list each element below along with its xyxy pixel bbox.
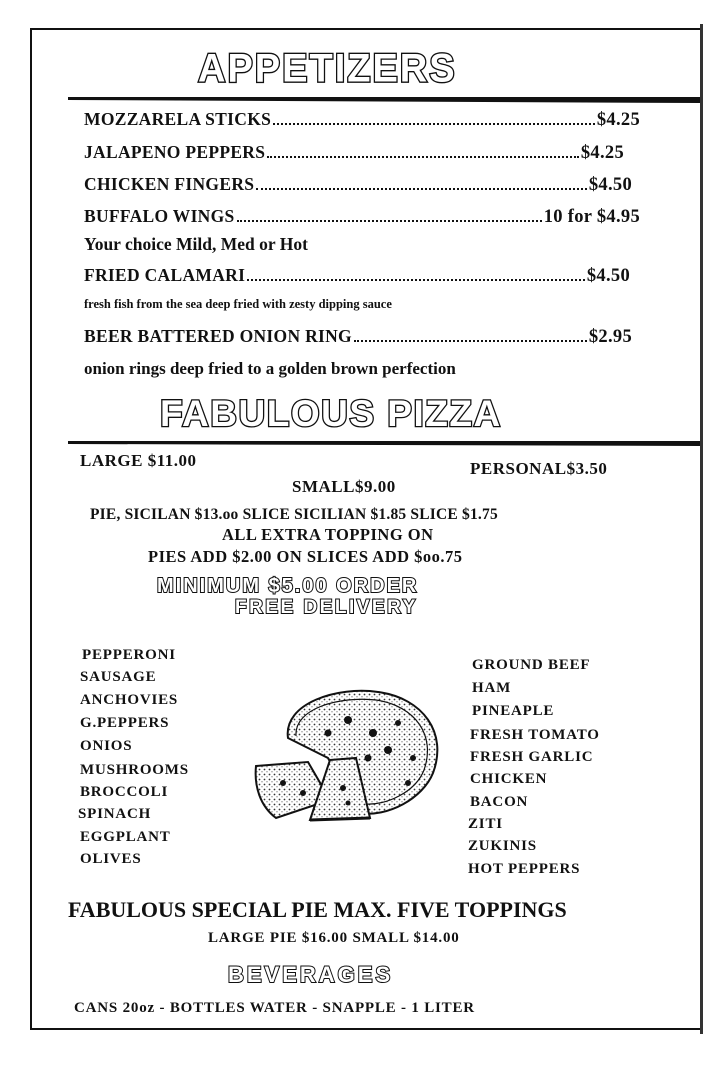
item-price: $4.25 bbox=[580, 143, 624, 163]
topping-right: ZUKINIS bbox=[468, 838, 537, 854]
pizza-heading: FABULOUS PIZZA bbox=[160, 393, 502, 434]
special-pie-prices: LARGE PIE $16.00 SMALL $14.00 bbox=[208, 930, 460, 946]
item-name: JALAPENO PEPPERS bbox=[84, 142, 266, 162]
item-price: $4.25 bbox=[596, 110, 640, 130]
topping-right: HOT PEPPERS bbox=[468, 861, 581, 877]
small-price: SMALL$9.00 bbox=[292, 477, 396, 496]
menu-item bbox=[84, 326, 632, 348]
topping-left: EGGPLANT bbox=[80, 829, 171, 845]
beverages-heading: BEVERAGES bbox=[228, 962, 394, 987]
topping-left: ANCHOVIES bbox=[80, 692, 179, 708]
item-name: MOZZARELA STICKS bbox=[84, 109, 272, 129]
dot-leader bbox=[267, 156, 579, 158]
dot-leader bbox=[256, 188, 587, 190]
item-name: CHICKEN FINGERS bbox=[84, 174, 255, 194]
item-price: $4.50 bbox=[586, 266, 630, 286]
beverages-list: CANS 20oz - BOTTLES WATER - SNAPPLE - 1 LITER bbox=[74, 1000, 475, 1016]
topping-right: HAM bbox=[472, 680, 512, 696]
wings-note: Your choice Mild, Med or Hot bbox=[84, 234, 308, 254]
menu-item bbox=[84, 109, 640, 131]
appetizers-heading: APPETIZERS bbox=[198, 46, 457, 92]
topping-right: FRESH GARLIC bbox=[470, 749, 594, 765]
special-pie-title: FABULOUS SPECIAL PIE MAX. FIVE TOPPINGS bbox=[68, 897, 567, 922]
item-name: FRIED CALAMARI bbox=[84, 265, 246, 285]
item-price: $2.95 bbox=[588, 327, 632, 347]
calamari-note: fresh fish from the sea deep fried with zesty dipping sauce bbox=[84, 297, 392, 311]
item-price: 10 for $4.95 bbox=[543, 207, 640, 227]
pizza-icon bbox=[248, 678, 448, 838]
topping-left: OLIVES bbox=[80, 851, 142, 867]
item-name: BEER BATTERED ONION RING bbox=[84, 326, 352, 346]
personal-price: PERSONAL$3.50 bbox=[470, 459, 608, 478]
minimum-order: MINIMUM $5.00 ORDER bbox=[157, 575, 419, 597]
topping-left: G.PEPPERS bbox=[80, 715, 170, 731]
large-price: LARGE $11.00 bbox=[80, 451, 197, 470]
topping-right: BACON bbox=[470, 794, 529, 810]
menu-item bbox=[84, 142, 624, 164]
topping-left: ONIOS bbox=[80, 738, 133, 754]
topping-right: FRESH TOMATO bbox=[470, 727, 600, 743]
extra-topping-line2: PIES ADD $2.00 ON SLICES ADD $oo.75 bbox=[148, 547, 463, 566]
frame-right-edge bbox=[700, 24, 703, 1034]
menu-item bbox=[84, 206, 640, 228]
topping-left: MUSHROOMS bbox=[80, 762, 189, 778]
topping-left: PEPPERONI bbox=[82, 647, 176, 663]
onion-note: onion rings deep fried to a golden brown perfection bbox=[84, 359, 456, 378]
dot-leader bbox=[354, 340, 587, 342]
free-delivery: FREE DELIVERY bbox=[235, 597, 418, 618]
dot-leader bbox=[273, 123, 595, 125]
topping-left: SAUSAGE bbox=[80, 669, 157, 685]
topping-right: GROUND BEEF bbox=[472, 657, 591, 673]
topping-left: BROCCOLI bbox=[80, 784, 169, 800]
dot-leader bbox=[247, 279, 585, 281]
extra-topping-line1: ALL EXTRA TOPPING ON bbox=[222, 525, 434, 544]
item-name: BUFFALO WINGS bbox=[84, 206, 235, 226]
item-price: $4.50 bbox=[588, 175, 632, 195]
menu-item bbox=[84, 174, 632, 196]
topping-right: CHICKEN bbox=[470, 771, 548, 787]
topping-right: PINEAPLE bbox=[472, 703, 555, 719]
sicilian-line: PIE, SICILAN $13.oo SLICE SICILIAN $1.85 SLICE $1.75 bbox=[90, 506, 498, 523]
topping-right: ZITI bbox=[468, 816, 503, 832]
menu-item bbox=[84, 265, 630, 287]
dot-leader bbox=[237, 220, 542, 222]
topping-left: SPINACH bbox=[78, 806, 152, 822]
